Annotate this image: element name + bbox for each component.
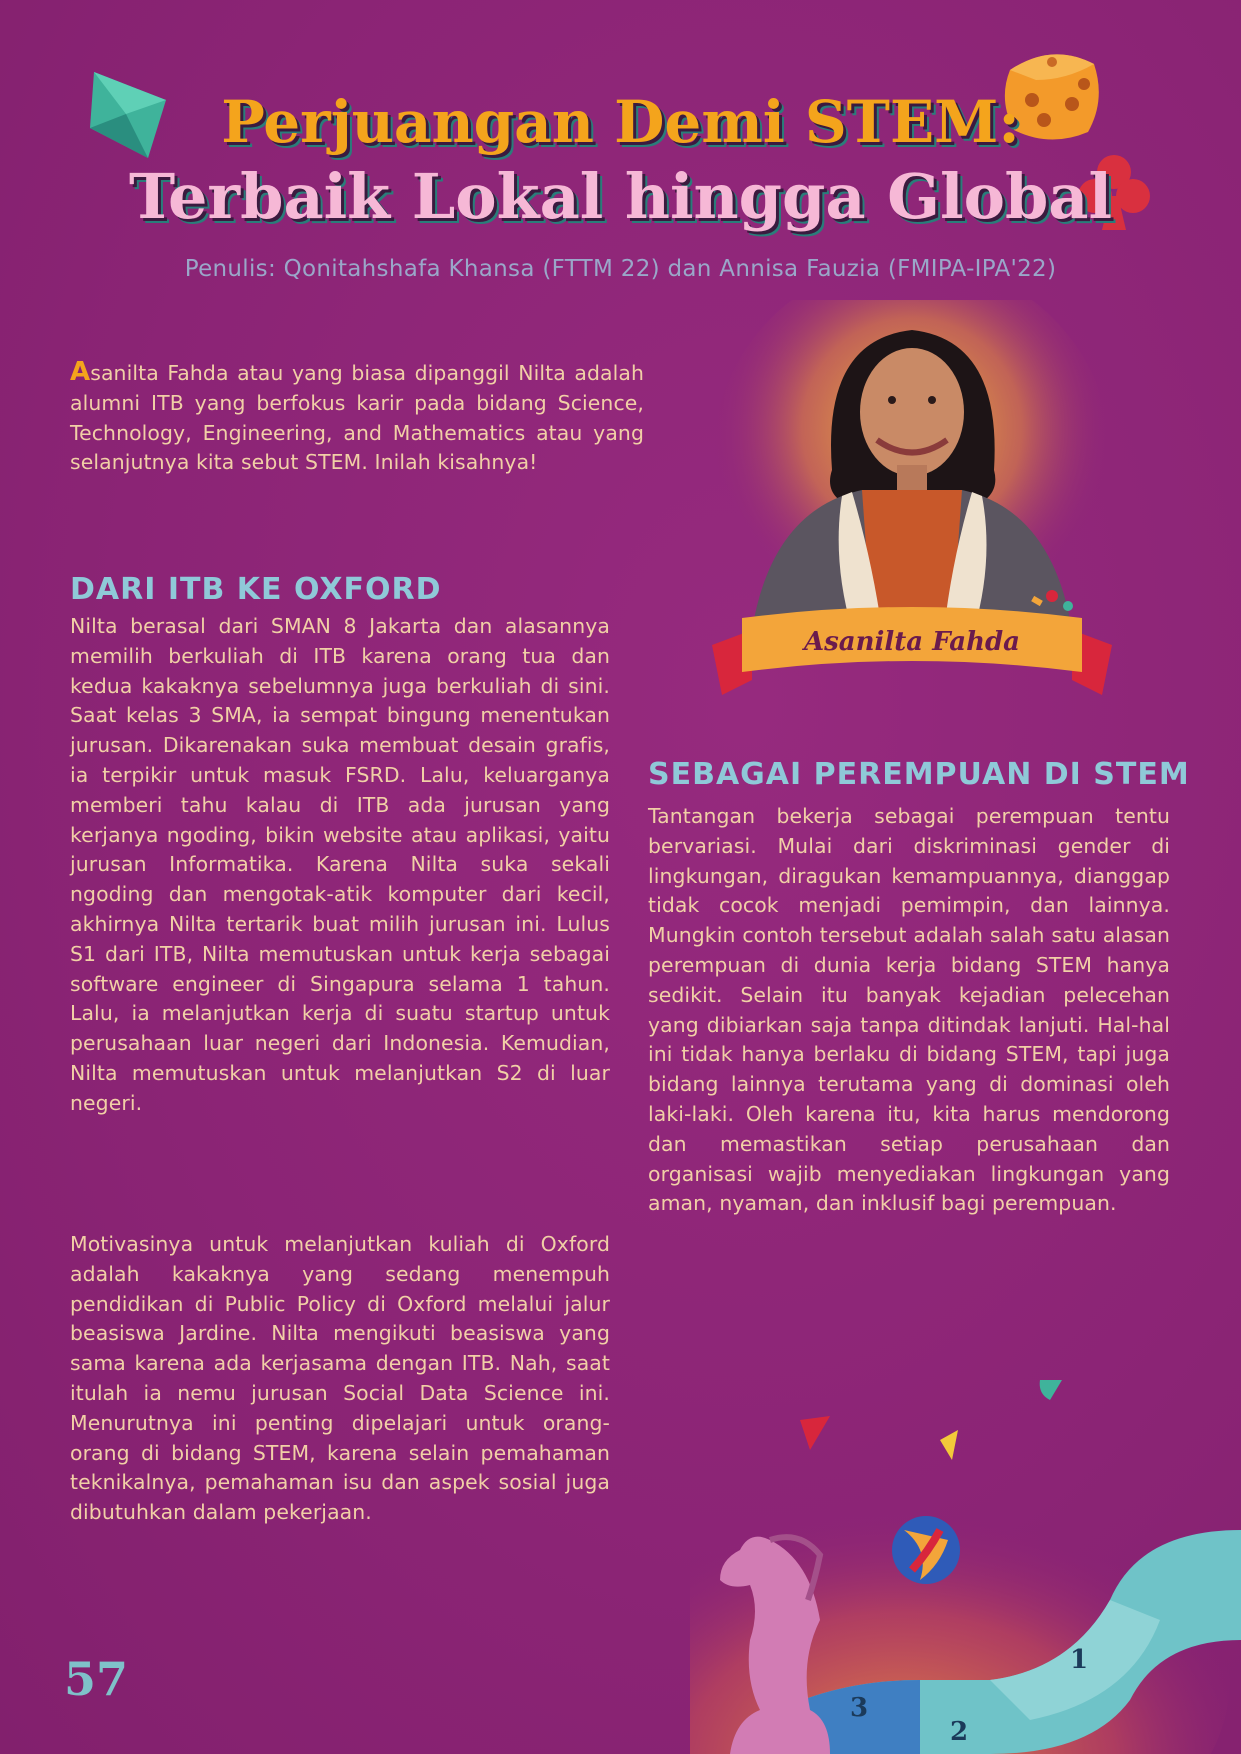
section2-paragraph-1: Tantangan bekerja sebagai perempuan tentu bervariasi. Mulai dari diskriminasi gender di lingkungan, diragukan kemampuannya, dianggap tidak cocok menjadi pemimpin, dan lainnya. Mungkin contoh tersebut adalah salah satu alasan perempuan di dunia kerja bidang STEM hanya sedikit. Selain itu banyak kejadian pelecehan yang dibiarkan saja tanpa ditindak lanjuti. Hal-hal ini tidak hanya berlaku di bidang STEM, tapi juga bidang lainnya terutama yang di dominasi oleh laki-laki. Oleh karena itu, kita harus mendorong dan memastikan setiap perusahaan dan organisasi wajib menyediakan lingkungan yang aman, nyaman, dan inklusif bagi perempuan.: [648, 804, 1170, 1216]
section-heading-women-stem: SEBAGAI PEREMPUAN DI STEM: [648, 757, 1190, 792]
section1-paragraph-2: Motivasinya untuk melanjutkan kuliah di Oxford adalah kakaknya yang sedang menempuh pendidikan di Public Policy di Oxford melalui jalur beasiswa Jardine. Nilta mengikuti beasiswa yang sama karena ada kerjasama dengan ITB. Nah, saat itulah ia nemu jurusan Social Data Science ini. Menurutnya ini penting dipelajari untuk orang-orang di bidang STEM, karena selain pemahaman teknikalnya, pemahaman isu dan aspek sosial juga dibutuhkan dalam pekerjaan.: [70, 1232, 610, 1525]
article-title-line-2: Terbaik Lokal hingga Global: [128, 160, 1113, 233]
intro-paragraph: [70, 358, 644, 478]
section-heading-oxford: DARI ITB KE OXFORD: [70, 572, 442, 607]
portrait-name-banner: Asanilta Fahda: [803, 627, 1021, 657]
article-title-line-1: Perjuangan Demi STEM:: [221, 88, 1020, 156]
board-game-illustration: [690, 1380, 1241, 1754]
author-credit: Penulis: Qonitahshafa Khansa (FTTM 22) dan Annisa Fauzia (FMIPA-IPA'22): [184, 256, 1057, 282]
board-number-3: 3: [850, 1693, 869, 1723]
drop-cap: A: [70, 357, 91, 387]
board-number-2: 2: [950, 1717, 969, 1747]
board-number-1: 1: [1070, 1645, 1089, 1675]
section1-paragraph-1: Nilta berasal dari SMAN 8 Jakarta dan alasannya memilih berkuliah di ITB karena orang tua dan kedua kakaknya sebelumnya juga berkuliah di sini. Saat kelas 3 SMA, ia sempat bingung menentukan jurusan. Dikarenakan suka membuat desain grafis, ia terpikir untuk masuk FSRD. Lalu, keluarganya memberi tahu kalau di ITB ada jurusan yang kerjanya ngoding, bikin website atau aplikasi, yaitu jurusan Informatika. Karena Nilta suka sekali ngoding dan mengotak-atik komputer dari kecil, akhirnya Nilta tertarik buat milih jurusan ini. Lulus S1 dari ITB, Nilta memutuskan untuk kerja sebagai software engineer di Singapura selama 1 tahun. Lalu, ia melanjutkan kerja di suatu startup untuk perusahaan luar negeri dari Indonesia. Kemudian, Nilta memutuskan untuk melanjutkan S2 di luar negeri.: [70, 614, 610, 1115]
page-number: 57: [64, 1652, 129, 1706]
intro-text: sanilta Fahda atau yang biasa dipanggil Nilta adalah alumni ITB yang berfokus karir pada bidang Science, Technology, Engineering, and Mathematics atau yang selanjutnya kita sebut STEM. Inilah kisahnya!: [70, 361, 644, 475]
portrait-illustration: [712, 300, 1112, 700]
